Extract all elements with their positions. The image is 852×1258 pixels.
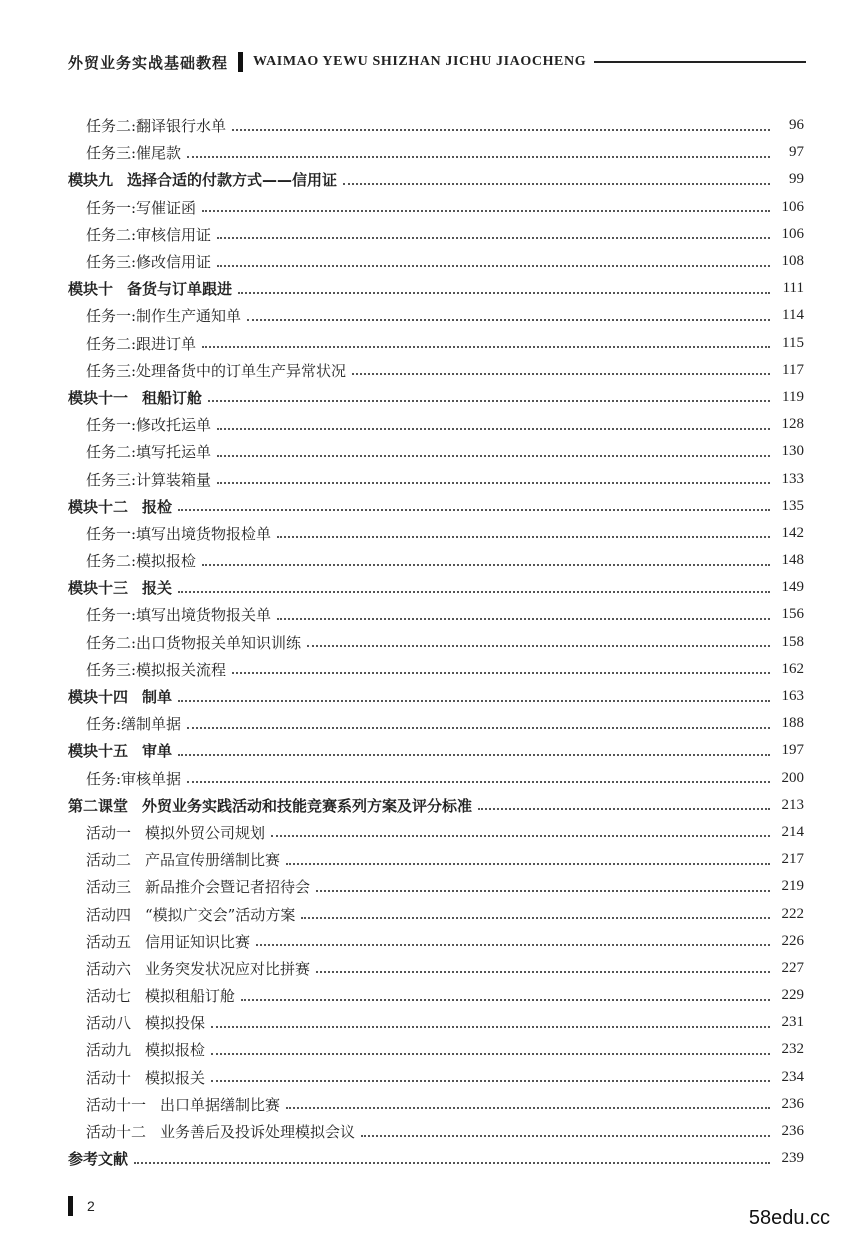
dot-leader [202, 346, 770, 348]
toc-entry[interactable] [68, 330, 804, 357]
running-header [68, 50, 806, 74]
dot-leader [178, 509, 770, 511]
toc-entry-number: 活动一 [86, 823, 132, 842]
toc-page-number: 229 [781, 987, 804, 1004]
dot-leader [211, 1026, 770, 1028]
toc-entry[interactable] [68, 112, 804, 139]
toc-entry[interactable] [68, 819, 804, 846]
toc-entry-number: 模块十四 [68, 688, 129, 707]
toc-entry-number: 任务一:填写出境货物报检单 [86, 524, 272, 543]
toc-entry-number: 模块十五 [68, 742, 129, 761]
dot-leader [343, 183, 770, 185]
dot-leader [286, 863, 770, 865]
toc-page-number: 222 [781, 905, 804, 922]
toc-entry[interactable] [68, 710, 804, 737]
toc-page-number: 96 [789, 117, 804, 134]
toc-entry-label [86, 251, 211, 272]
toc-page-number: 239 [781, 1150, 804, 1167]
dot-leader [217, 265, 770, 267]
page-footer [68, 1196, 95, 1216]
toc-entry-number: 任务一:制作生产通知单 [86, 307, 242, 326]
toc-entry-title: 模拟外贸公司规划 [145, 823, 266, 842]
toc-page-number: 117 [782, 361, 804, 378]
toc-page-number: 108 [781, 253, 804, 270]
toc-entry[interactable] [68, 928, 804, 955]
toc-entry-label [86, 142, 181, 163]
dot-leader [187, 781, 770, 783]
toc-entry-label [86, 360, 346, 381]
dot-leader [217, 237, 770, 239]
toc-entry-number: 活动四 [86, 905, 132, 924]
toc-page-number: 142 [781, 524, 804, 541]
toc-entry[interactable] [68, 1118, 804, 1145]
dot-leader [247, 319, 770, 321]
toc-page-number: 162 [781, 660, 804, 677]
toc-entry-number: 活动七 [86, 987, 132, 1006]
toc-page-number: 219 [781, 878, 804, 895]
toc-entry-title: 业务突发状况应对比拼赛 [145, 959, 311, 978]
toc-entry-label [68, 577, 172, 598]
dot-leader [316, 971, 770, 973]
dot-leader [301, 917, 770, 919]
toc-page-number: 135 [781, 497, 804, 514]
toc-page-number: 114 [782, 307, 804, 324]
toc-entry-number: 任务一:填写出境货物报关单 [86, 606, 272, 625]
toc-entry-label [86, 632, 301, 653]
toc-entry-label [86, 822, 265, 843]
toc-entry-title: 业务善后及投诉处理模拟会议 [160, 1123, 356, 1142]
toc-entry-label [86, 958, 310, 979]
dot-leader [202, 210, 770, 212]
toc-entry-number: 参考文献 [68, 1150, 129, 1169]
dot-leader [208, 400, 770, 402]
toc-entry-label [86, 197, 196, 218]
toc-entry-title: 审单 [142, 742, 173, 761]
toc-entry-title: 备货与订单跟进 [127, 280, 233, 299]
toc-entry-title: 信用证知识比赛 [145, 932, 251, 951]
toc-entry-number: 任务一:修改托运单 [86, 416, 212, 435]
toc-entry-number: 任务三:计算装箱量 [86, 470, 212, 489]
toc-entry-label [86, 604, 271, 625]
toc-page-number: 236 [781, 1095, 804, 1112]
toc-entry-label [68, 278, 232, 299]
toc-entry-label [86, 1039, 205, 1060]
dot-leader [361, 1135, 770, 1137]
toc-entry-label [86, 659, 226, 680]
toc-entry-title: 出口单据缮制比赛 [160, 1095, 281, 1114]
toc-page-number: 156 [781, 606, 804, 623]
table-of-contents [68, 112, 804, 1172]
toc-entry-label [68, 740, 172, 761]
toc-entry-number: 任务二:跟进订单 [86, 334, 197, 353]
toc-entry-label [86, 931, 250, 952]
toc-page-number: 231 [781, 1014, 804, 1031]
toc-entry[interactable] [68, 629, 804, 656]
toc-entry-title: 模拟报关 [145, 1068, 206, 1087]
toc-module-entry[interactable] [68, 166, 804, 193]
toc-page-number: 236 [781, 1123, 804, 1140]
toc-entry[interactable] [68, 194, 804, 221]
toc-entry-title: 报关 [142, 579, 173, 598]
toc-entry-label [86, 414, 211, 435]
toc-page-number: 197 [781, 742, 804, 759]
dot-leader [217, 455, 770, 457]
dot-leader [211, 1080, 770, 1082]
toc-module-entry[interactable] [68, 574, 804, 601]
toc-entry[interactable] [68, 873, 804, 900]
toc-page-number: 158 [781, 633, 804, 650]
toc-entry-title: 选择合适的付款方式——信用证 [127, 171, 338, 190]
toc-entry-title: 模拟投保 [145, 1014, 206, 1033]
toc-entry-number: 任务二:审核信用证 [86, 225, 212, 244]
toc-entry[interactable] [68, 221, 804, 248]
dot-leader [134, 1162, 770, 1164]
toc-page-number: 149 [781, 579, 804, 596]
toc-entry[interactable] [68, 955, 804, 982]
toc-entry-number: 活动六 [86, 959, 132, 978]
toc-entry-number: 任务:缮制单据 [86, 715, 182, 734]
toc-entry-title: 外贸业务实践活动和技能竞赛系列方案及评分标准 [142, 796, 473, 815]
toc-entry-label [86, 550, 196, 571]
toc-entry-title: 产品宣传册缮制比赛 [145, 851, 281, 870]
toc-page-number: 119 [782, 388, 804, 405]
toc-entry-number: 任务三:修改信用证 [86, 253, 212, 272]
toc-entry[interactable] [68, 982, 804, 1009]
toc-entry-number: 模块十二 [68, 497, 129, 516]
toc-entry-label [68, 496, 172, 517]
toc-entry-label [86, 224, 211, 245]
toc-entry-label [68, 387, 202, 408]
toc-entry-label [68, 1148, 128, 1169]
toc-entry-number: 第二课堂 [68, 796, 129, 815]
toc-entry[interactable] [68, 900, 804, 927]
dot-leader [178, 754, 770, 756]
dot-leader [187, 156, 770, 158]
dot-leader [238, 292, 770, 294]
toc-entry[interactable] [68, 438, 804, 465]
toc-entry-label [86, 333, 196, 354]
toc-entry-label [86, 768, 181, 789]
toc-entry-number: 模块十一 [68, 388, 129, 407]
toc-entry[interactable] [68, 547, 804, 574]
footer-bar [68, 1196, 73, 1216]
toc-entry-number: 活动二 [86, 851, 132, 870]
toc-page-number: 200 [781, 769, 804, 786]
toc-entry-number: 任务:审核单据 [86, 769, 182, 788]
toc-entry-number: 活动三 [86, 878, 132, 897]
toc-entry-number: 活动十 [86, 1068, 132, 1087]
toc-entry-number: 任务三:处理备货中的订单生产异常状况 [86, 361, 347, 380]
toc-entry-label [86, 713, 181, 734]
toc-page-number: 213 [781, 796, 804, 813]
toc-entry[interactable] [68, 520, 804, 547]
toc-entry-label [86, 441, 211, 462]
toc-entry-label [86, 1094, 280, 1115]
toc-entry-label [86, 1012, 205, 1033]
toc-entry-number: 任务二:翻译银行水单 [86, 117, 227, 136]
toc-page-number: 188 [781, 715, 804, 732]
toc-module-entry[interactable] [68, 683, 804, 710]
toc-entry[interactable] [68, 1091, 804, 1118]
toc-entry-number: 任务二:出口货物报关单知识训练 [86, 633, 302, 652]
toc-entry-title: 模拟报检 [145, 1041, 206, 1060]
toc-entry[interactable] [68, 656, 804, 683]
toc-module-entry[interactable] [68, 1145, 804, 1172]
toc-entry-label [86, 1121, 355, 1142]
dot-leader [178, 700, 770, 702]
toc-entry[interactable] [68, 139, 804, 166]
toc-module-entry[interactable] [68, 384, 804, 411]
toc-entry-number: 模块九 [68, 171, 114, 190]
toc-entry-label [86, 469, 211, 490]
toc-entry-label [86, 985, 235, 1006]
dot-leader [277, 618, 770, 620]
toc-page-number: 214 [781, 823, 804, 840]
dot-leader [202, 564, 770, 566]
toc-entry-label [86, 849, 280, 870]
dot-leader [256, 944, 770, 946]
toc-entry-label [86, 876, 310, 897]
toc-page-number: 232 [781, 1041, 804, 1058]
toc-page-number: 133 [781, 470, 804, 487]
toc-page-number: 226 [781, 932, 804, 949]
toc-entry-title: “模拟广交会”活动方案 [145, 905, 296, 924]
toc-entry-label [68, 686, 172, 707]
toc-entry-title: 模拟租船订舱 [145, 987, 236, 1006]
toc-entry-number: 任务三:模拟报关流程 [86, 660, 227, 679]
dot-leader [232, 129, 770, 131]
toc-entry[interactable] [68, 1036, 804, 1063]
toc-entry[interactable] [68, 765, 804, 792]
toc-page-number: 115 [782, 334, 804, 351]
header-title-cn: 外贸业务实战基础教程 [68, 53, 229, 72]
header-title-en: WAIMAO YEWU SHIZHAN JICHU JIAOCHENG [253, 54, 587, 69]
dot-leader [316, 890, 770, 892]
toc-entry-number: 任务二:模拟报检 [86, 552, 197, 571]
dot-leader [352, 373, 770, 375]
toc-module-entry[interactable] [68, 737, 804, 764]
toc-entry[interactable] [68, 465, 804, 492]
toc-page-number: 148 [781, 552, 804, 569]
dot-leader [286, 1107, 770, 1109]
dot-leader [217, 482, 770, 484]
dot-leader [307, 645, 770, 647]
toc-entry-number: 活动十二 [86, 1123, 147, 1142]
toc-entry[interactable] [68, 357, 804, 384]
toc-entry[interactable] [68, 248, 804, 275]
toc-page-number: 217 [781, 851, 804, 868]
toc-entry-label [86, 305, 241, 326]
header-rule [594, 61, 806, 63]
toc-entry-number: 任务一:写催证函 [86, 198, 197, 217]
toc-page-number: 234 [781, 1068, 804, 1085]
watermark: 58edu.cc [748, 1207, 830, 1229]
toc-entry-title: 新品推介会暨记者招待会 [145, 878, 311, 897]
dot-leader [271, 835, 770, 837]
toc-module-entry[interactable] [68, 275, 804, 302]
toc-entry[interactable] [68, 601, 804, 628]
toc-entry-title: 制单 [142, 688, 173, 707]
toc-page-number: 163 [781, 688, 804, 705]
toc-entry-number: 模块十三 [68, 579, 129, 598]
toc-entry[interactable] [68, 302, 804, 329]
dot-leader [187, 727, 770, 729]
toc-entry-number: 活动十一 [86, 1095, 147, 1114]
toc-entry-title: 报检 [142, 497, 173, 516]
page-number: 2 [87, 1198, 95, 1214]
toc-entry-number: 任务二:填写托运单 [86, 443, 212, 462]
toc-entry-number: 活动五 [86, 932, 132, 951]
toc-page-number: 106 [781, 198, 804, 215]
toc-entry-number: 活动八 [86, 1014, 132, 1033]
toc-entry-title: 租船订舱 [142, 388, 203, 407]
toc-entry[interactable] [68, 411, 804, 438]
header-bar [238, 52, 243, 72]
dot-leader [217, 428, 770, 430]
toc-entry-label [86, 115, 226, 136]
toc-page-number: 130 [781, 443, 804, 460]
dot-leader [478, 808, 770, 810]
toc-entry-label [68, 795, 472, 816]
toc-page-number: 111 [782, 280, 804, 297]
toc-page-number: 97 [789, 144, 804, 161]
dot-leader [232, 672, 770, 674]
toc-module-entry[interactable] [68, 493, 804, 520]
toc-entry-number: 任务三:催尾款 [86, 144, 182, 163]
toc-page-number: 227 [781, 959, 804, 976]
toc-entry[interactable] [68, 1064, 804, 1091]
toc-entry-number: 模块十 [68, 280, 114, 299]
toc-entry-label [86, 1067, 205, 1088]
toc-entry[interactable] [68, 846, 804, 873]
toc-page-number: 128 [781, 416, 804, 433]
dot-leader [178, 591, 770, 593]
toc-page-number: 99 [789, 171, 804, 188]
toc-entry-number: 活动九 [86, 1041, 132, 1060]
toc-entry-label [86, 523, 271, 544]
toc-page-number: 106 [781, 225, 804, 242]
dot-leader [277, 536, 770, 538]
toc-entry-label [68, 169, 337, 190]
toc-entry[interactable] [68, 1009, 804, 1036]
dot-leader [211, 1053, 770, 1055]
dot-leader [241, 999, 770, 1001]
toc-entry-label [86, 904, 295, 925]
toc-module-entry[interactable] [68, 792, 804, 819]
